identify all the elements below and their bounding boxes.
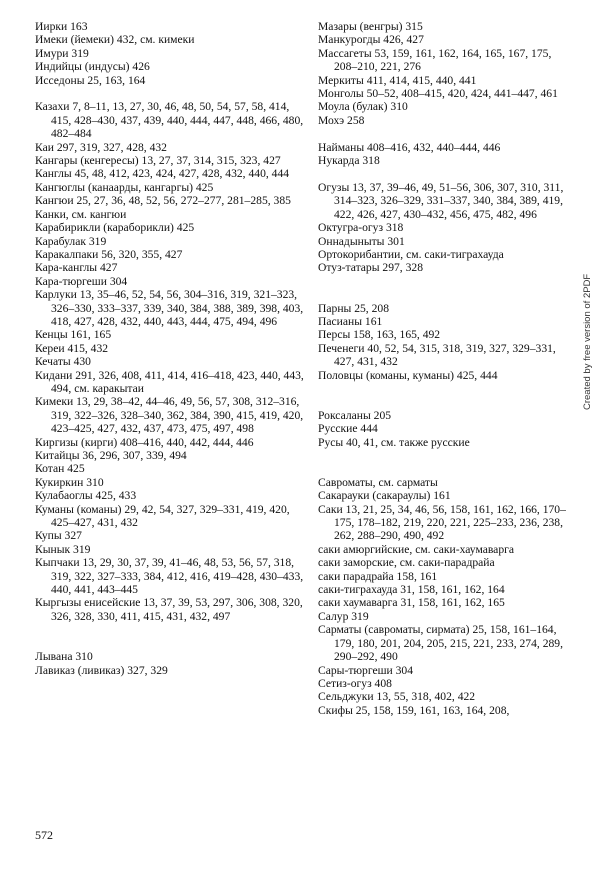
section-gap [35,623,307,636]
index-entry: Саки 13, 21, 25, 34, 46, 56, 158, 161, 162, 166, 170–175, 178–182, 219, 220, 221, 225–233, 236, 238, 262, 288–290, 490, 492 [318,502,566,543]
index-entry: Найманы 408–416, 432, 440–444, 446 [318,140,501,154]
index-entry: Сельджуки 13, 55, 318, 402, 422 [318,690,476,704]
index-entry: Имеки (йемеки) 432, см. кимеки [35,33,195,47]
section-gap [318,449,568,462]
index-entry: Исседоны 25, 163, 164 [35,73,146,87]
index-entry: Персы 158, 163, 165, 492 [318,328,441,342]
index-right-column [318,20,568,717]
index-entry: Лывана 310 [35,650,93,664]
index-entry: Имури 319 [35,46,89,60]
index-entry: Канглы 45, 48, 412, 423, 424, 427, 428, 432, 440, 444 [35,167,290,181]
section-gap [318,395,568,408]
index-entry: Карлуки 13, 35–46, 52, 54, 56, 304–316, 319, 321–323, 326–330, 333–337, 339, 340, 384, 388, 389, 398, 403, 418, 427, 428, 432, 440, 443, 444, 475, 494, 496 [35,288,304,328]
section-gap [318,462,568,475]
index-entry: Мазары (венгры) 315 [318,20,423,33]
watermark-text: Created by free version of 2PDF [582,273,593,410]
index-entry: Отуз-татары 297, 328 [318,261,423,275]
index-entry: Канки, см. кангюи [35,207,127,221]
index-entry: саки амюргийские, см. саки-хаумаварга [318,542,515,556]
index-entry: Печенеги 40, 52, 54, 315, 318, 319, 327, 329–331, 427, 431, 432 [318,341,556,369]
index-entry: Лавиказ (ливиказ) 327, 329 [35,663,168,677]
index-entry: Кыпчаки 13, 29, 30, 37, 39, 41–46, 48, 53, 56, 57, 318, 319, 322, 327–333, 384, 412, 416, 419–428, 430–433, 440, 441, 443–445 [35,556,304,597]
section-gap [35,87,307,100]
index-entry: Кара-канглы 427 [35,261,118,275]
index-entry: Кимеки 13, 29, 38–42, 44–46, 49, 56, 57, 308, 312–316, 319, 322–326, 328–340, 362, 384, 390, 415, 419, 420, 423–425, 427, 432, 437, 473, 475, 497, 498 [35,395,304,436]
index-entry: Сары-тюргеши 304 [318,663,414,677]
index-entry: Куманы (команы) 29, 42, 54, 327, 329–331, 419, 420, 425–427, 431, 432 [35,502,290,530]
index-entry: Кангюглы (канаарды, кангаргы) 425 [35,180,214,194]
index-entry: Кангары (кенгересы) 13, 27, 37, 314, 315, 323, 427 [35,154,281,168]
index-entry: Кукиркин 310 [35,475,104,489]
index-entry: Кара-тюргеши 304 [35,274,128,288]
index-entry: Купы 327 [35,529,82,543]
index-entry: Казахи 7, 8–11, 13, 27, 30, 46, 48, 50, 54, 57, 58, 414, 415, 428–430, 437, 439, 440, 444, 447, 448, 466, 480, 482–484 [35,100,304,141]
index-entry: Монголы 50–52, 408–415, 420, 424, 441–447, 461 [318,87,558,101]
index-entry: Кангюи 25, 27, 36, 48, 52, 56, 272–277, 281–285, 385 [35,194,291,208]
index-entry: Кечаты 430 [35,355,91,369]
index-entry: Китайцы 36, 296, 307, 339, 494 [35,449,187,462]
index-entry: Массагеты 53, 159, 161, 162, 164, 165, 167, 175, 208–210, 221, 276 [318,46,552,74]
index-entry: Кенцы 161, 165 [35,328,112,342]
index-entry: саки-тиграхауда 31, 158, 161, 162, 164 [318,583,505,597]
index-entry: Русы 40, 41, см. также русские [318,435,470,449]
index-entry: Сетиз-огуз 408 [318,676,392,690]
index-entry: Котан 425 [35,462,85,476]
index-entry: Карабирикли (караборикли) 425 [35,221,195,235]
index-entry: Каи 297, 319, 327, 428, 432 [35,140,167,154]
index-entry: Пасианы 161 [318,314,383,328]
index-entry: Нукарда 318 [318,154,380,168]
index-entry: Ортокорибантии, см. саки-тиграхауда [318,247,504,261]
section-gap [35,637,307,650]
index-entry: Огузы 13, 37, 39–46, 49, 51–56, 306, 307, 310, 311, 314–323, 326–329, 331–337, 340, 384, 389, 419, 422, 426, 427, 430–432, 456, 475, 482, 496 [318,180,564,221]
index-entry: Индийцы (индусы) 426 [35,60,150,74]
index-entry: Кулабаоглы 425, 433 [35,489,137,503]
index-entry: Манкурогды 426, 427 [318,33,424,47]
section-gap [318,167,568,180]
index-entry: Киргизы (кирги) 408–416, 440, 442, 444, 446 [35,435,254,449]
index-entry: саки хаумаварга 31, 158, 161, 162, 165 [318,596,505,610]
index-entry: Меркиты 411, 414, 415, 440, 441 [318,73,477,87]
index-entry: Скифы 25, 158, 159, 161, 163, 164, 208, [318,703,510,717]
index-entry: Иирки 163 [35,20,88,33]
index-entry: Половцы (команы, куманы) 425, 444 [318,368,498,382]
index-entry: Кынык 319 [35,542,91,556]
index-entry: Оннадыныты 301 [318,234,405,248]
index-entry: Роксаланы 205 [318,408,392,422]
index-entry: Мохэ 258 [318,113,365,127]
index-entry: Октугра-огуз 318 [318,221,404,235]
index-entry: Карабулак 319 [35,234,107,248]
index-entry: Русские 444 [318,422,378,436]
index-entry: Сарматы (савроматы, сирмата) 25, 158, 161–164, 179, 180, 201, 204, 205, 215, 221, 233, 274, 289, 290–292, 490 [318,623,563,664]
index-entry: Сакарауки (сакараулы) 161 [318,489,451,503]
page-number: 572 [35,828,53,842]
section-gap [318,127,568,140]
index-entry: Кидани 291, 326, 408, 411, 414, 416–418, 423, 440, 443, 494, см. каракытаи [35,368,304,395]
index-entry: Моула (булак) 310 [318,100,408,114]
index-entry: саки заморские, см. саки-парадрайа [318,556,495,570]
section-gap [318,382,568,395]
index-entry: Савроматы, см. сарматы [318,475,438,489]
index-entry: Кыргызы енисейские 13, 37, 39, 53, 297, 306, 308, 320, 326, 328, 330, 411, 415, 431, 432, 497 [35,596,303,623]
index-left-column [35,20,307,677]
index-entry: Парны 25, 208 [318,301,389,315]
section-gap [318,275,568,288]
index-entry: Каракалпаки 56, 320, 355, 427 [35,247,183,261]
index-entry: Кереи 415, 432 [35,341,109,355]
index-entry: Салур 319 [318,609,369,623]
index-entry: саки парадрайа 158, 161 [318,569,438,583]
section-gap [318,288,568,301]
